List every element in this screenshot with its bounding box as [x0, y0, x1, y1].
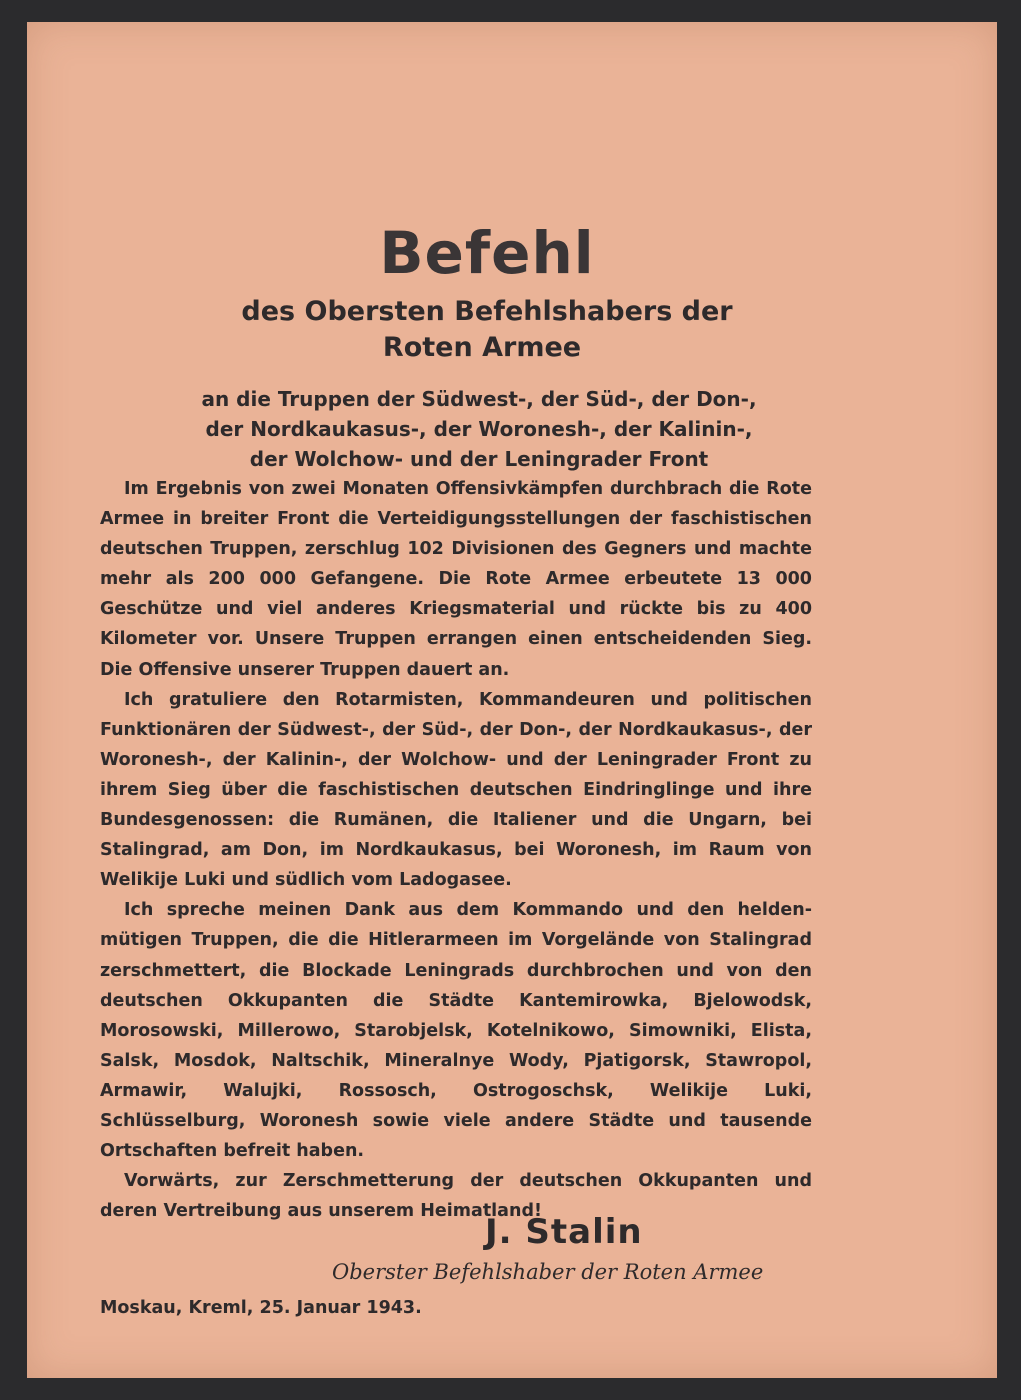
- body-paragraph: Im Ergebnis von zwei Monaten Offensivkämpfen durchbrach die Rote Armee in breiter Front die Verteidigungsstellungen der faschistischen deutschen Truppen, zerschlug 102 Divisionen des Gegners und machte mehr als 200 000 Gefangene. Die Rote Armee erbeutete 13 000 Geschütze und viel anderes Kriegsmaterial und rückte bis zu 400 Kilometer vor. Unsere Truppen errangen einen entscheidenden Sieg. Die Offensive unserer Truppen dauert an.: [100, 479, 812, 680]
- body-paragraph: Ich spreche meinen Dank aus dem Kommando und den heldenmütigen Truppen, die die Hitlerarmeen im Vorgelände von Stalingrad zerschmettert, die Blockade Leningrads durchbrochen und von den deutschen Okkupanten die Städte Kantemirowka, Bjelowodsk, Morosowski, Millerowo, Starobjelsk, Kotelnikowo, Simowniki, Elista, Salsk, Mosdok, Naltschik, Mineralnye Wody, Pjatigorsk, Stawropol, Armawir, Walujki, Rossosch, Ostrogoschsk, Welikije Luki, Schlüsselburg, Woronesh sowie viele andere Städte und tausende Ortschaften befreit haben.: [100, 900, 812, 1162]
- body-paragraph: Ich gratuliere den Rotarmisten, Kommandeuren und politischen Funktionären der Südwest-, der Süd-, der Don-, der Nordkaukasus-, der Woronesh-, der Kalinin-, der Wolchow- und der Leningrader Front zu ihrem Sieg über die faschistischen deutschen Eindringlinge und ihre Bundesgenossen: die Rumänen, die Italiener und die Ungarn, bei Stalingrad, am Don, im Nordkaukasus, bei Woronesh, im Raum von Welikije Luki und südlich vom Ladogasee.: [100, 689, 812, 891]
- order-body: [100, 474, 812, 1226]
- leaflet-sheet: [27, 22, 997, 1378]
- body-paragraph: Vorwärts, zur Zerschmetterung der deutschen Okkupanten und deren Vertreibung aus unserem Heimatland!: [100, 1171, 812, 1222]
- signature-title: Oberster Befehlshaber der Roten Armee: [332, 1260, 764, 1284]
- addressee-line: an die Truppen der Südwest-, der Süd-, der Don-,: [201, 387, 757, 411]
- addressee-block: [27, 384, 931, 474]
- signature: J. Stalin: [485, 1212, 643, 1252]
- addressee-line: der Wolchow- und der Leningrader Front: [249, 447, 709, 471]
- subtitle-line-1: des Obersten Befehlshabers der: [241, 296, 733, 327]
- leaflet-title: Befehl: [379, 219, 595, 287]
- place-date: Moskau, Kreml, 25. Januar 1943.: [100, 1298, 422, 1318]
- subtitle-line-2: Roten Armee: [382, 332, 582, 363]
- addressee-line: der Nordkaukasus-, der Woronesh-, der Kalinin-,: [205, 417, 753, 441]
